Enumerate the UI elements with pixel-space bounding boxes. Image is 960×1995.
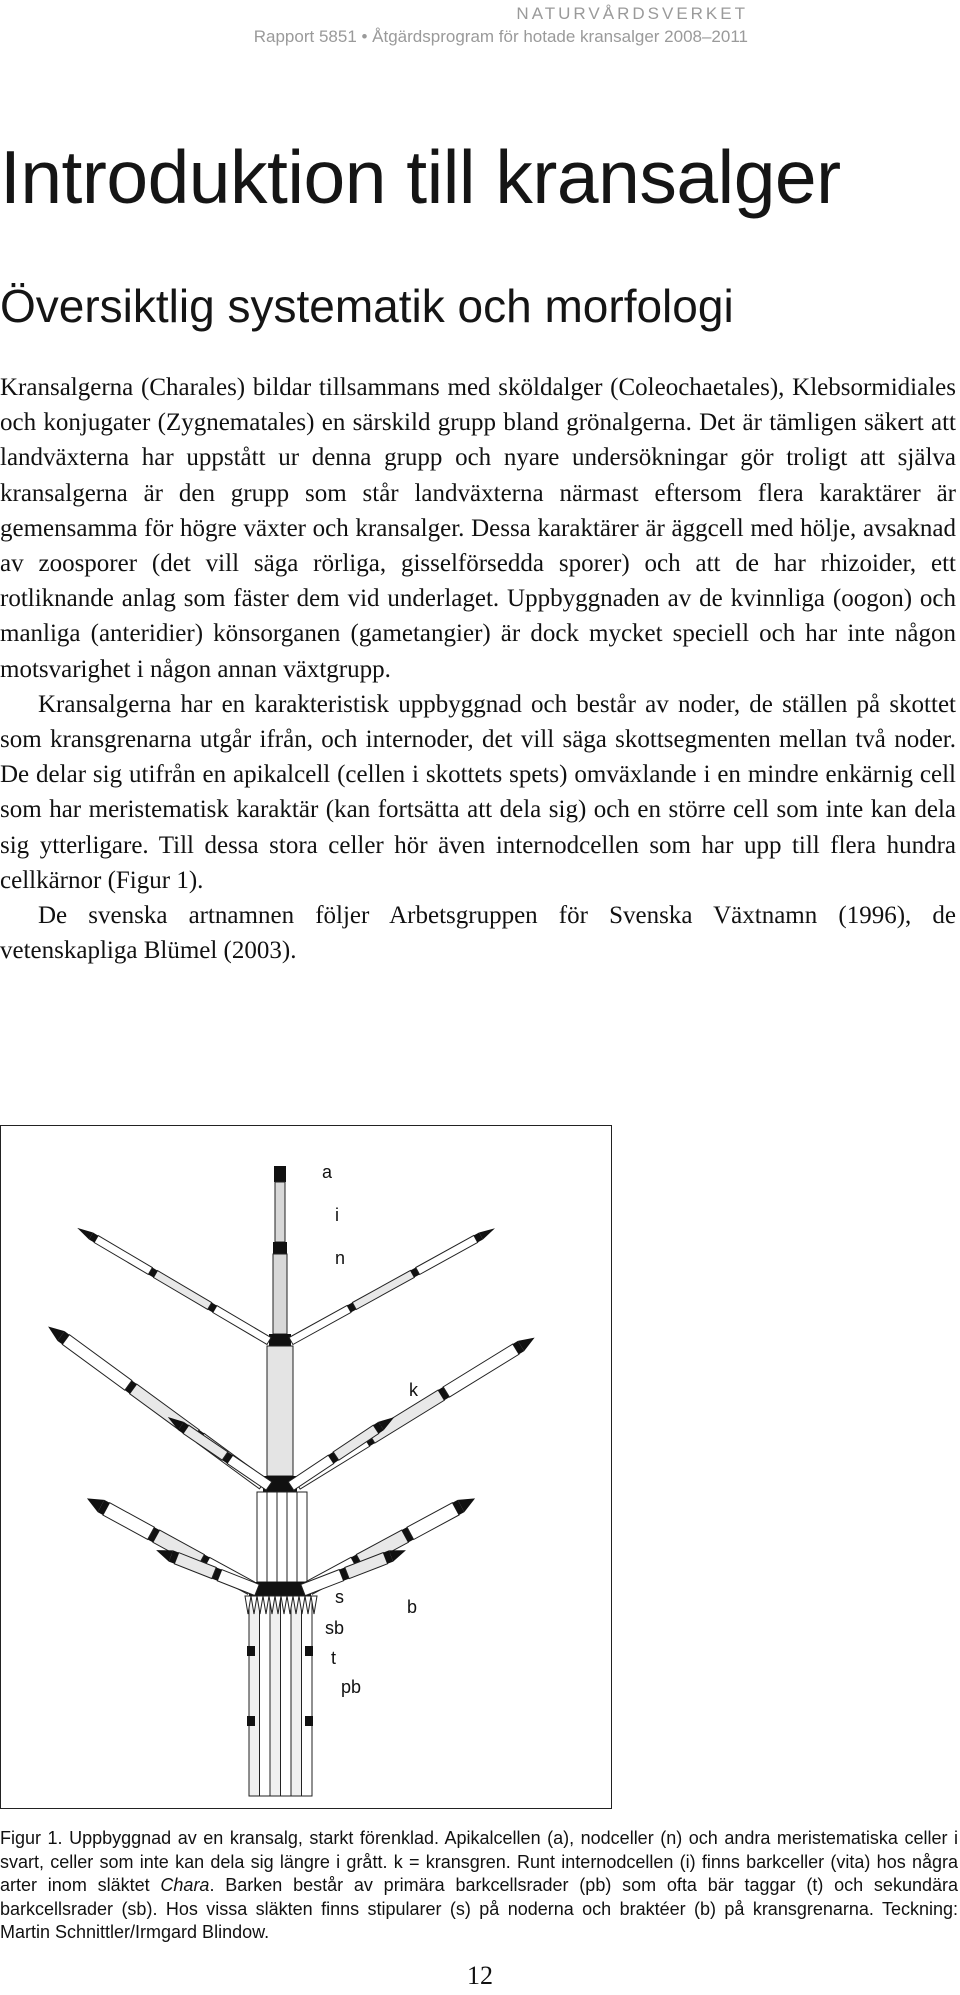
body-text — [0, 370, 956, 968]
cortex-cell-upper — [277, 1492, 287, 1582]
running-header — [254, 4, 748, 48]
second-node — [269, 1334, 291, 1346]
cortex-cell-upper — [257, 1492, 267, 1582]
branchlet-segment — [443, 1344, 519, 1397]
upper-node — [273, 1242, 287, 1254]
branchlet — [289, 1225, 497, 1345]
label-k: k — [409, 1380, 418, 1400]
label-sb: sb — [325, 1618, 345, 1638]
cortex-cell-lower — [302, 1596, 313, 1796]
label-s: s — [335, 1587, 344, 1607]
cortex-cell-lower — [260, 1596, 271, 1796]
branchlet — [288, 1413, 397, 1490]
branchlet-segment — [153, 1271, 211, 1310]
cortex-cell-lower — [281, 1596, 292, 1796]
spine-cell-right — [305, 1646, 313, 1656]
section-title: Översiktlig systematik och morfologi — [0, 280, 734, 332]
branchlet — [301, 1545, 408, 1596]
label-pb: pb — [341, 1677, 362, 1697]
spine-cell-right — [305, 1716, 313, 1726]
chara-morphology-drawing — [1, 1126, 610, 1807]
cortex-cell-lower — [249, 1596, 260, 1796]
cortex-cell-upper — [297, 1492, 307, 1582]
chara-drawing-shapes — [45, 1166, 538, 1796]
branchlet-segment — [369, 1390, 445, 1443]
branchlet-segment — [103, 1503, 154, 1540]
branchlet — [165, 1413, 272, 1490]
branchlet — [75, 1224, 271, 1344]
label-b: b — [407, 1597, 418, 1617]
cortex-cell-lower — [291, 1596, 302, 1796]
report-title: Rapport 5851 • Åtgärdsprogram för hotade kransalger 2008–2011 — [253, 27, 748, 46]
figure-caption — [0, 1827, 958, 1945]
paragraph-morphology: Kransalgerna har en karakteristisk uppbyggnad och består av noder, de ställen på skottet som kransgrenarna utgår ifrån, och internoder, det vill säga skottsegmenten mellan två noder. De delar sig utifrån en apikalcell (cellen i skottets spets) omväxlande i en mindre enkärnig cell som har meristematisk karaktär (kan fortsätta att dela sig) och en större cell som inte kan dela sig ytterligare. Till dessa stora celler hör även internodcellen som har upp till flera hundra cellkärnor (Figur 1). — [0, 690, 956, 894]
figure-1 — [0, 1125, 612, 1809]
spine-cell-left — [247, 1716, 255, 1726]
cortex-cell-upper — [287, 1492, 297, 1582]
branchlet-segment — [183, 1425, 228, 1460]
spine-cell-left — [247, 1646, 255, 1656]
branchlet-segment — [407, 1503, 459, 1540]
internode-middle — [267, 1346, 293, 1476]
label-n: n — [335, 1248, 346, 1268]
branchlet-segment — [289, 1305, 351, 1344]
label-t: t — [331, 1648, 337, 1668]
cortex-cell-upper — [267, 1492, 277, 1582]
paragraph-systematics: Kransalgerna (Charales) bildar tillsammans med sköldalger (Coleochaetales), Klebsormidiales och konjugater (Zygnematales) en särskild grupp bland grönalgerna. Det är tämligen säkert att landväxterna har uppstått ur denna grupp och nyare undersökningar gör troligt att själva kransalgerna är den grupp som står landväxterna närmast eftersom flera karaktärer är gemensamma för högre växter och kransalger. Dessa karaktärer är äggcell med hölje, avsaknad av zoosporer (det vill säga rörliga, gisselförsedda sporer) och att de har rhizoider, ett rotliknande anlag som fäster dem vid underlaget. Uppbyggnaden av de kvinnliga (oogon) och manliga (anteridier) könsorganen (gametangier) är dock mycket speciell och har inte någon motsvarighet i någon annan växtgrupp. — [0, 374, 956, 683]
caption-text-end: . Barken består av primära barkcellsrader (pb) som ofta bär taggar (t) och sekundära barkcellsrader (sb). Hos vissa släkten finns stipularer (s) på noderna och braktéer (b) på kransgrenarna. Teckning: Martin Schnittler/Irmgard Blindow. — [0, 1875, 958, 1942]
young-internode — [275, 1182, 285, 1242]
branchlet-tip — [479, 1225, 497, 1240]
branchlet-segment — [352, 1270, 414, 1309]
caption-genus: Chara — [160, 1875, 210, 1895]
caption-text-start: Figur 1. Uppbyggnad av en kransalg, starkt förenklad. Apikalcellen (a), nodceller (n) och andra meristematiska celler i svart, celler som inte kan dela sig längre i grått. k = kransgren. Runt internodcellen (i) finns barkceller (vita) hos några arter inom släktet — [0, 1828, 958, 1895]
label-i: i — [335, 1205, 339, 1225]
branchlet-segment — [416, 1235, 478, 1274]
branchlet-segment — [213, 1306, 271, 1345]
internode-upper — [273, 1254, 287, 1334]
label-a: a — [322, 1162, 333, 1182]
paragraph-nomenclature: De svenska artnamnen följer Arbetsgruppen för Svenska Växtnamn (1996), de vetenskapliga Blümel (2003). — [0, 902, 956, 965]
branchlet-segment — [227, 1455, 272, 1490]
agency-name: NATURVÅRDSVERKET — [516, 4, 748, 23]
branchlet-segment — [94, 1236, 152, 1275]
chapter-title: Introduktion till kransalger — [0, 135, 841, 219]
cortex-cell-lower — [270, 1596, 281, 1796]
branchlet — [154, 1545, 259, 1596]
branchlet-segment — [62, 1335, 132, 1390]
page-number: 12 — [467, 1961, 493, 1990]
apical-cell — [274, 1166, 286, 1182]
